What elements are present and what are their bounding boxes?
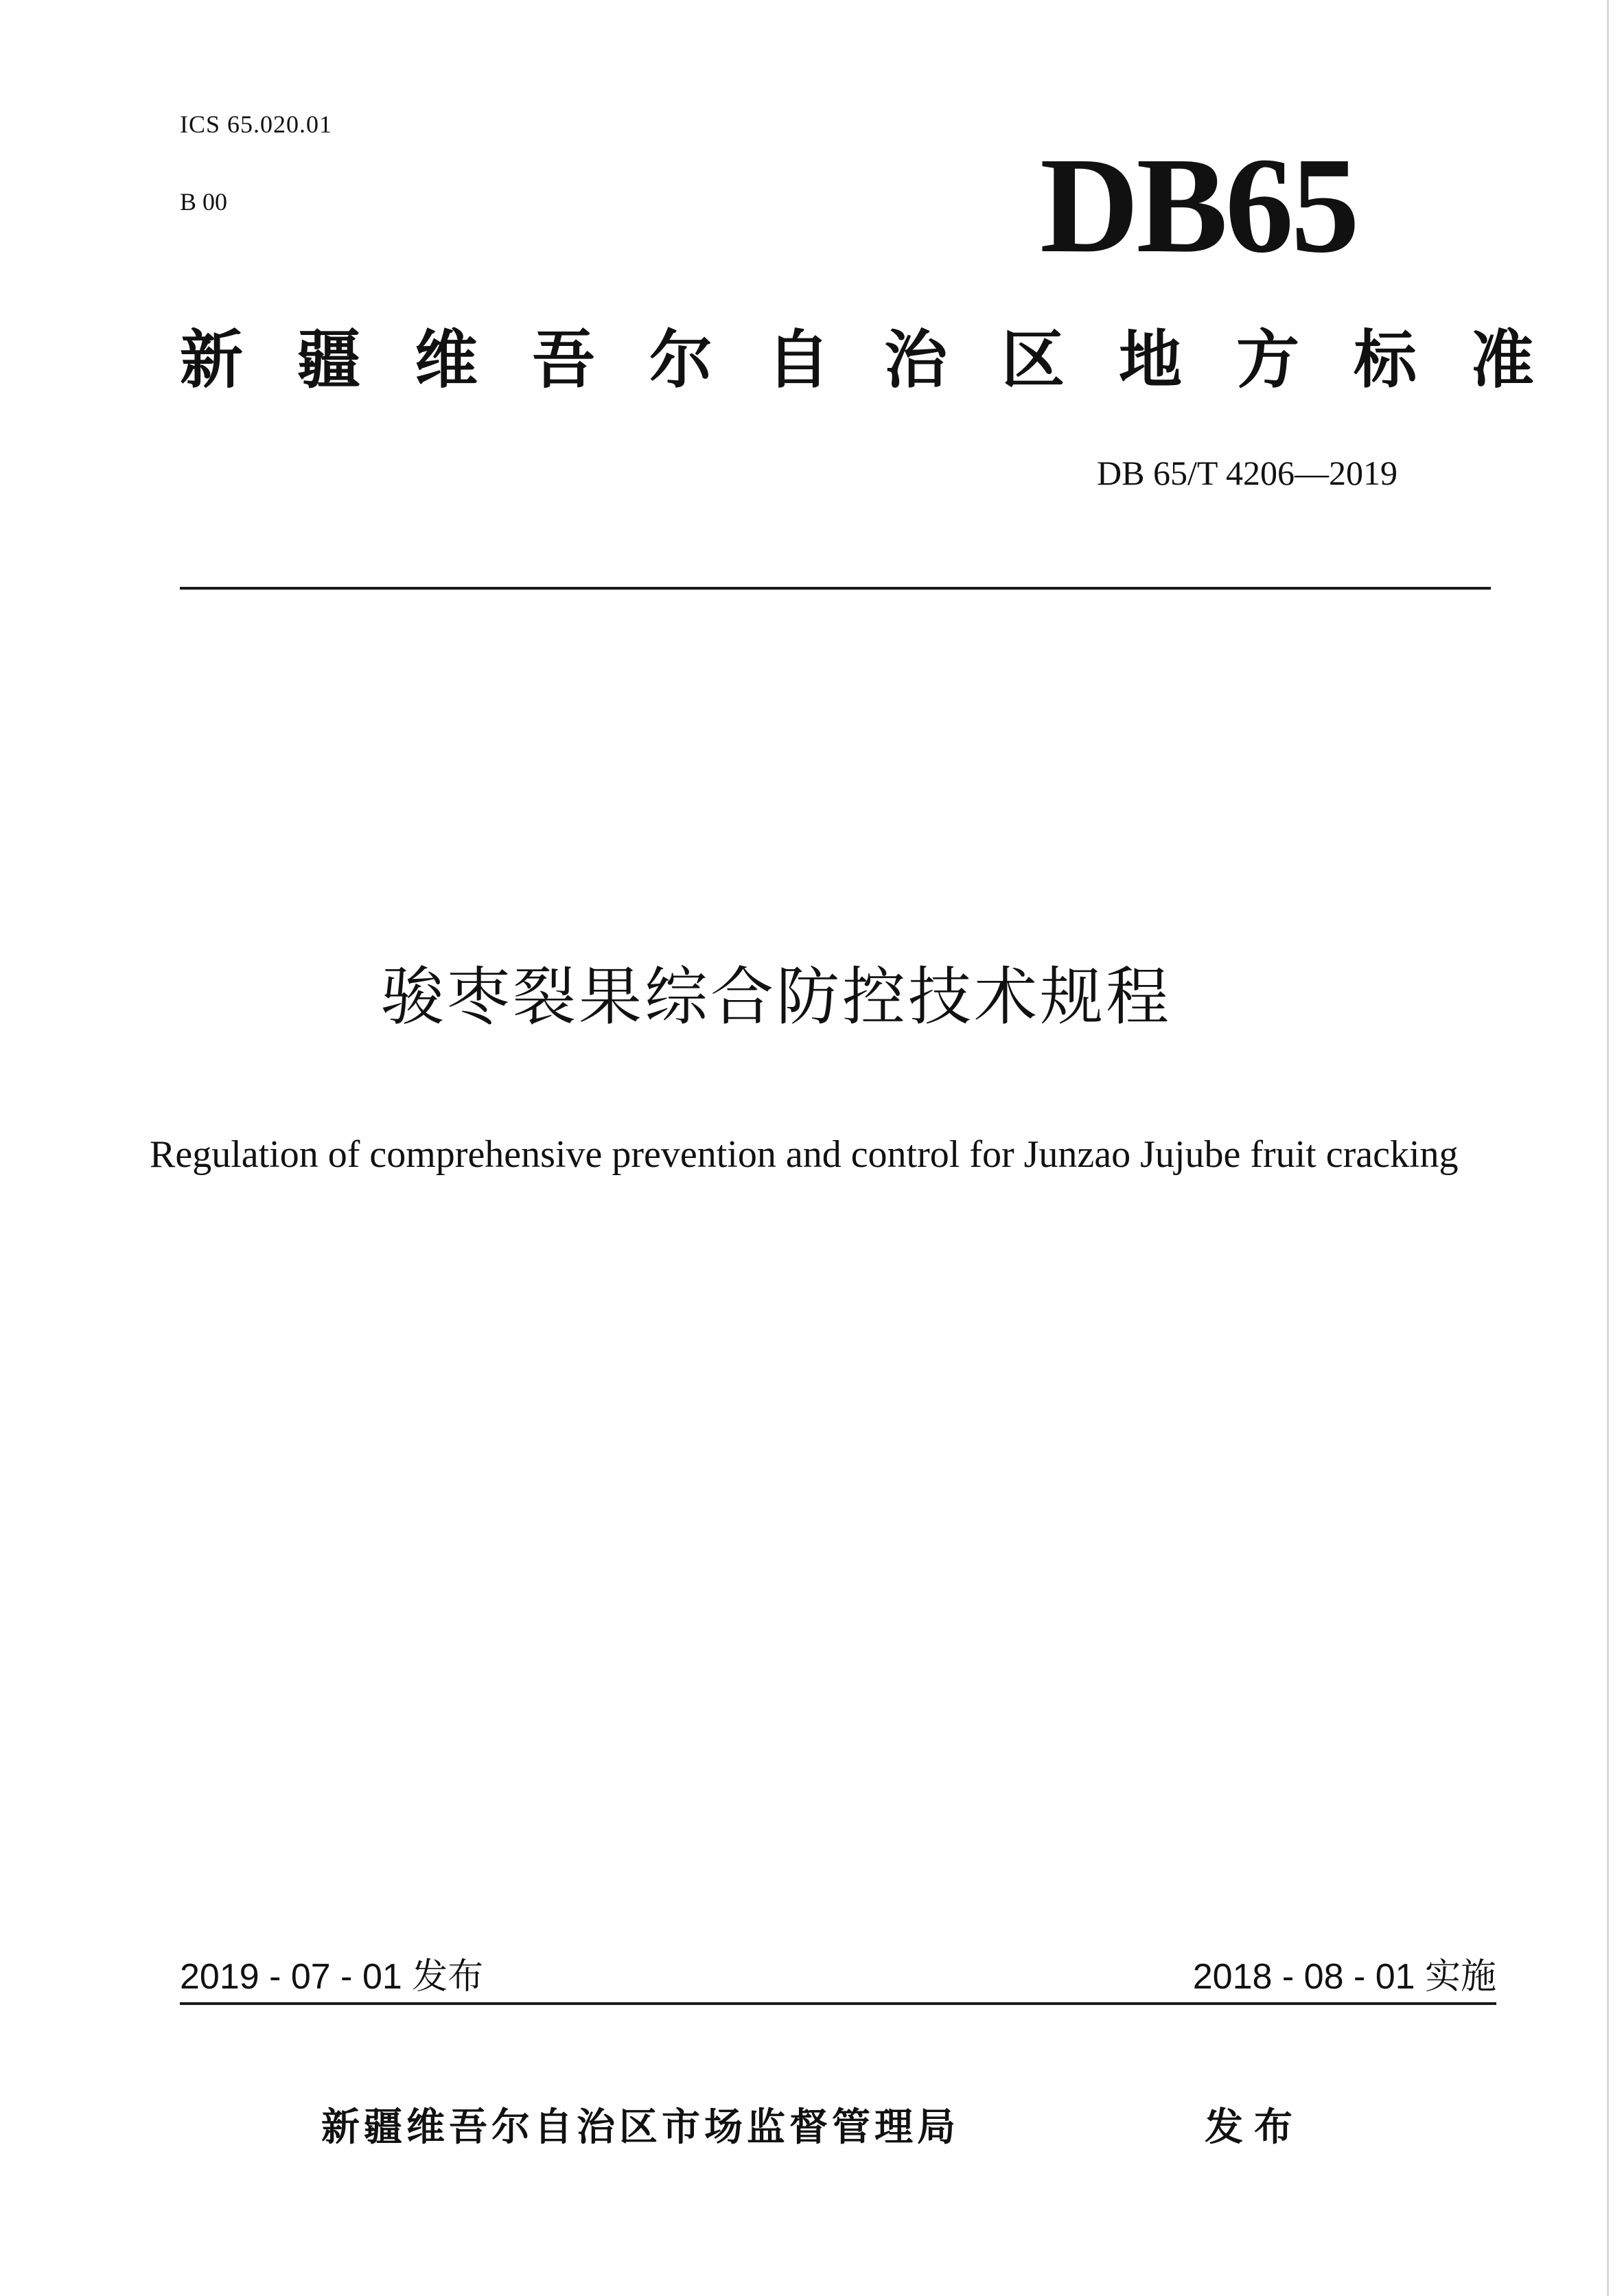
date-row <box>180 1956 1496 1997</box>
publish-label: 发布 <box>1205 2105 1303 2150</box>
db-logo: DB65 <box>1040 130 1357 281</box>
ics-code: ICS 65.020.01 <box>180 111 333 138</box>
standard-type-heading: 新疆维吾尔自治区地方标准 <box>180 323 1589 397</box>
scan-edge-line <box>1607 0 1609 2296</box>
standard-number: DB 65/T 4206—2019 <box>1097 454 1397 492</box>
publisher-name: 新疆维吾尔自治区市场监督管理局 <box>321 2105 960 2150</box>
footer-divider <box>180 2002 1496 2005</box>
header-divider <box>180 587 1491 590</box>
implementation-date: 2018 - 08 - 01 实施 <box>1192 1957 1496 1997</box>
document-title-chinese: 骏枣裂果综合防控技术规程 <box>381 960 1172 1034</box>
document-title-english: Regulation of comprehensive prevention and control for Junzao Jujube fruit cracking <box>150 1133 1459 1176</box>
issue-date: 2019 - 07 - 01 发布 <box>180 1957 484 1997</box>
ccs-code: B 00 <box>180 188 228 216</box>
